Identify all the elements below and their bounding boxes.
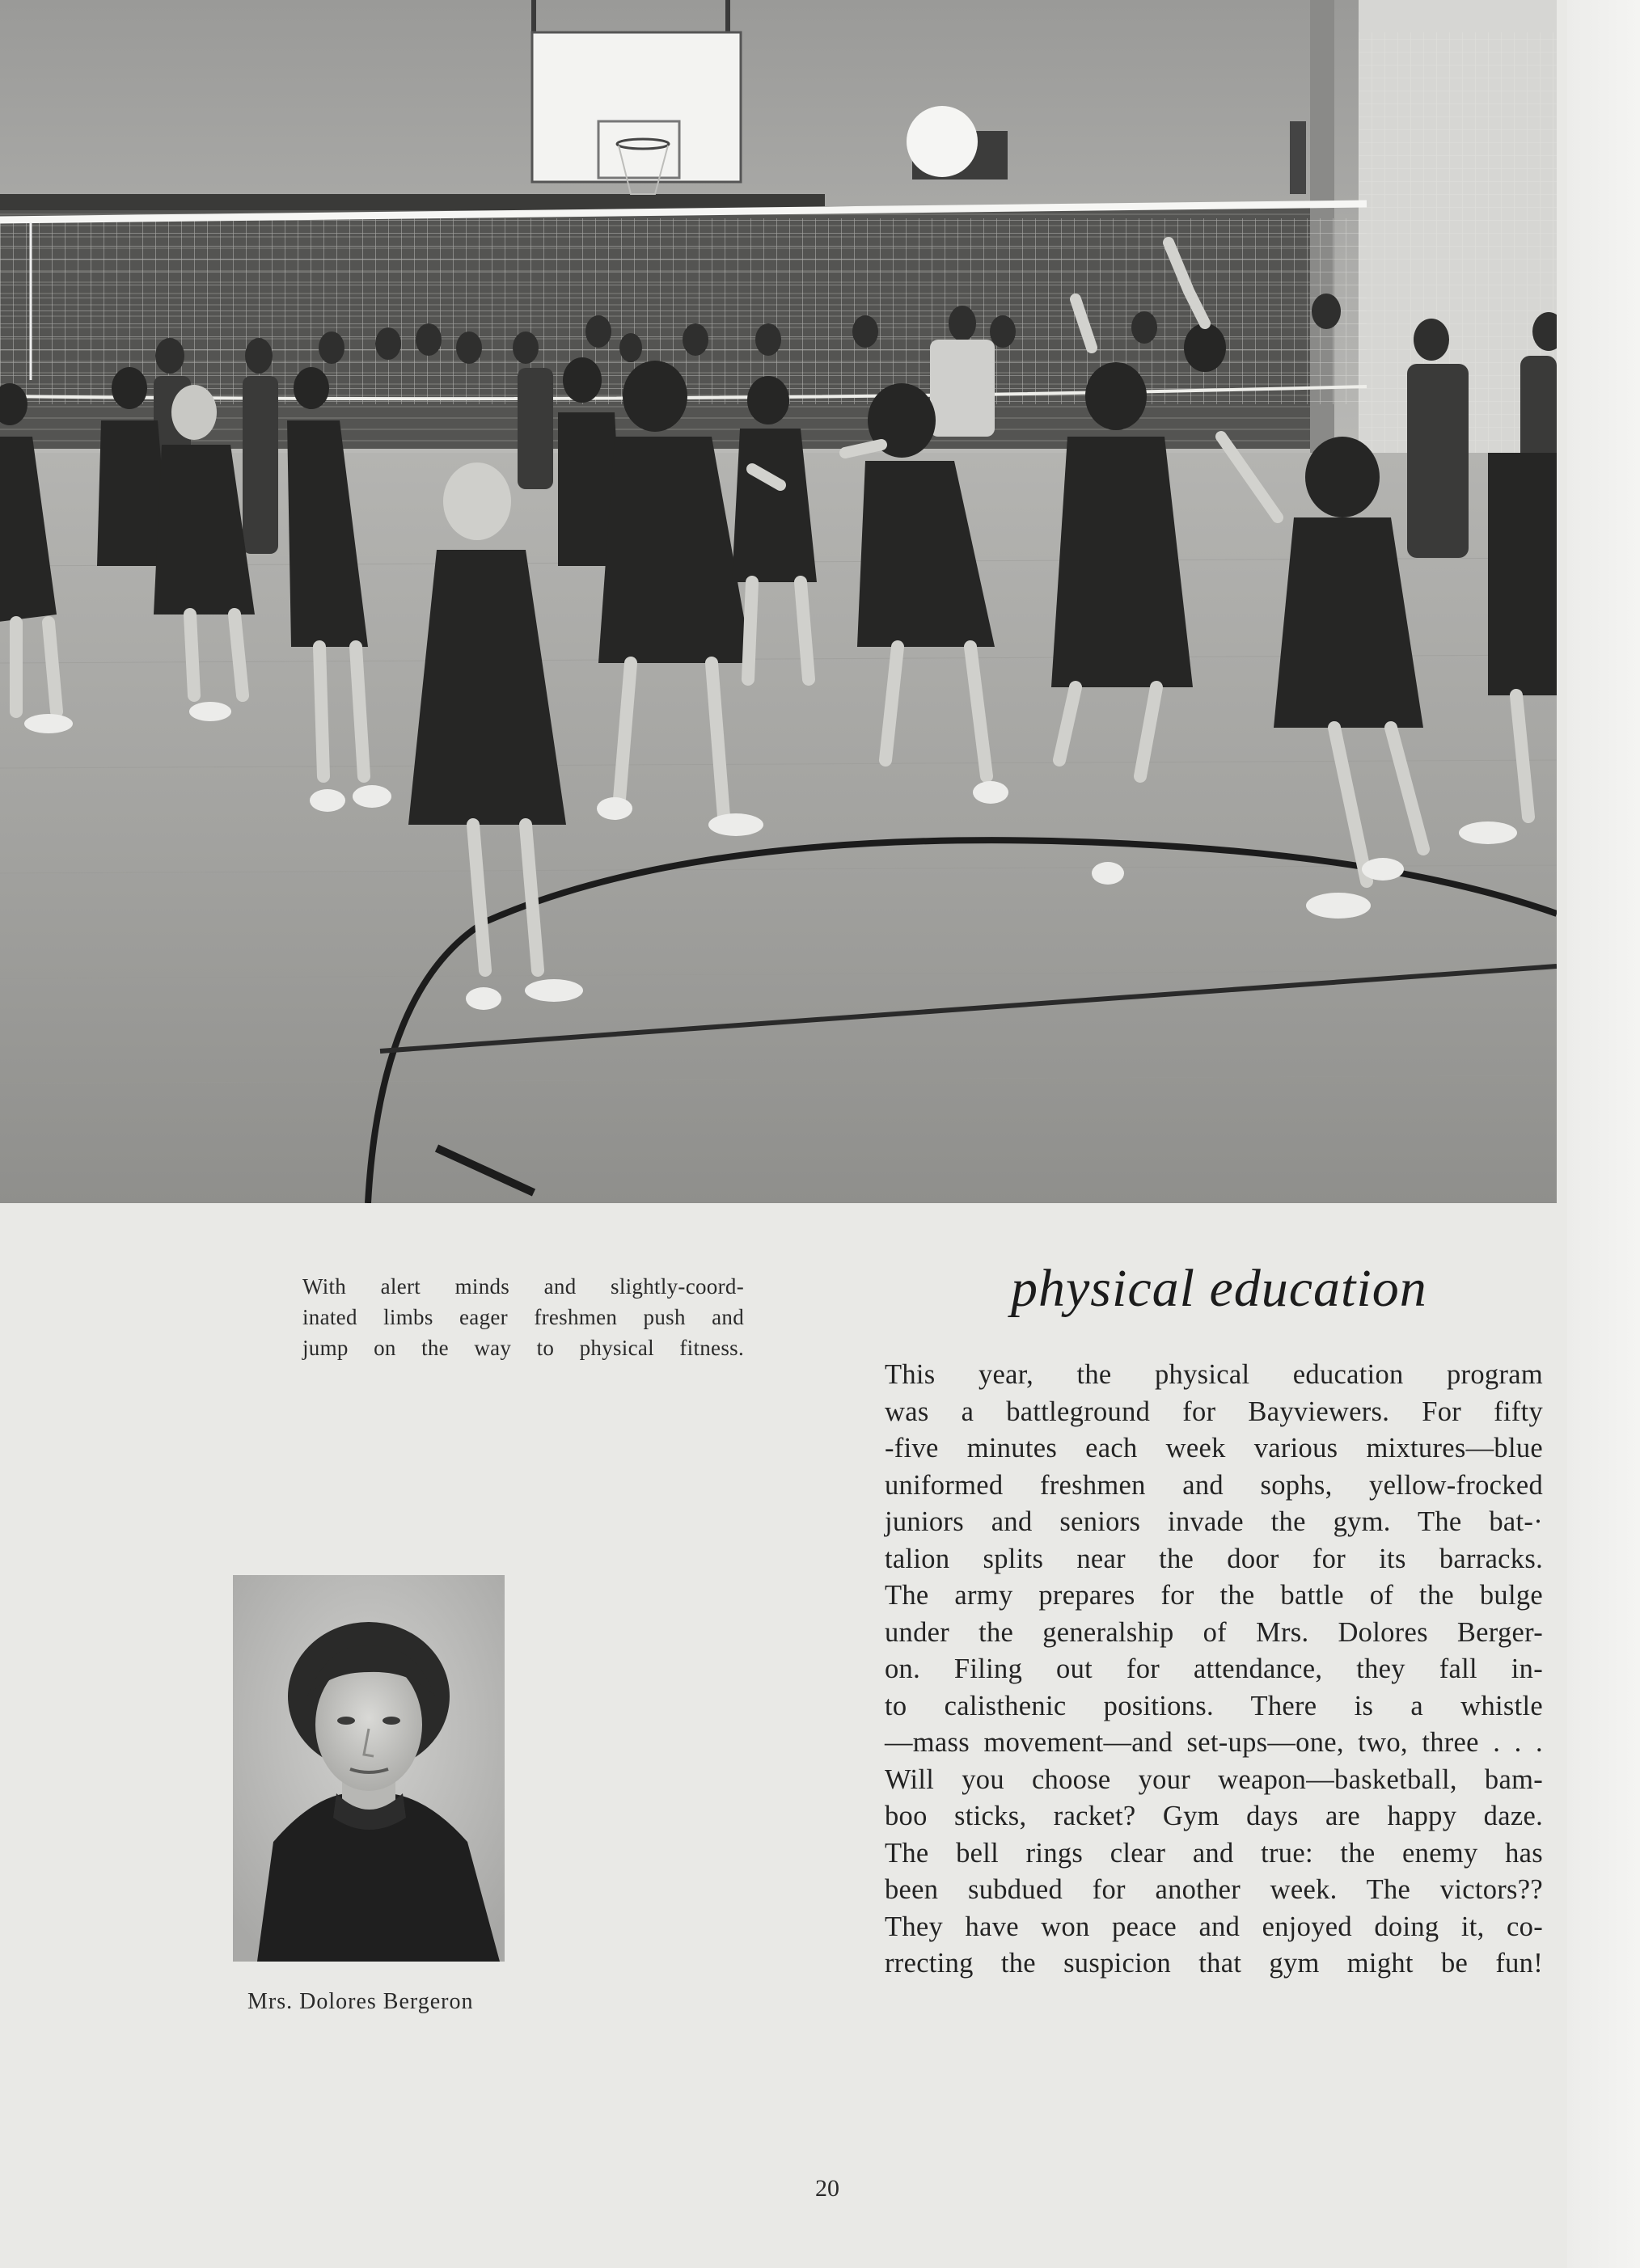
photo-caption-line: inated limbs eager freshmen push and — [302, 1305, 744, 1329]
article-body — [885, 1357, 1543, 1983]
body-line: They have won peace and enjoyed doing it, co- — [885, 1911, 1543, 1942]
body-line: This year, the physical education program — [885, 1359, 1543, 1390]
body-line: to calisthenic positions. There is a whistle — [885, 1690, 1543, 1721]
body-line: Will you choose your weapon—basketball, bam- — [885, 1763, 1543, 1795]
portrait-caption: Mrs. Dolores Bergeron — [247, 1989, 474, 2014]
body-line: talion splits near the door for its barracks. — [885, 1543, 1543, 1574]
body-line: uniformed freshmen and sophs, yellow-frocked — [885, 1469, 1543, 1501]
portrait-photo — [233, 1575, 505, 1962]
body-line: -five minutes each week various mixtures—blue — [885, 1433, 1543, 1463]
body-line: The bell rings clear and true: the enemy has — [885, 1837, 1543, 1869]
photo-caption-line: With alert minds and slightly-coord- — [302, 1274, 744, 1299]
page-number: 20 — [815, 2175, 839, 2202]
body-line: —mass movement—and set-ups—one, two, three . . . — [885, 1727, 1543, 1758]
body-line: been subdued for another week. The victors?? — [885, 1874, 1543, 1905]
body-line: The army prepares for the battle of the bulge — [885, 1580, 1543, 1611]
photo-caption — [302, 1271, 744, 1363]
body-line: was a battleground for Bayviewers. For fifty — [885, 1396, 1543, 1427]
body-line: boo sticks, racket? Gym days are happy daze. — [885, 1801, 1543, 1831]
body-line: under the generalship of Mrs. Dolores Berger- — [885, 1616, 1543, 1648]
body-line: on. Filing out for attendance, they fall in- — [885, 1653, 1543, 1684]
photo-caption-line: jump on the way to physical fitness. — [302, 1336, 744, 1360]
body-line: rrecting the suspicion that gym might be fun! — [885, 1948, 1543, 1979]
page-edge — [1567, 0, 1640, 2268]
body-line: juniors and seniors invade the gym. The bat-· — [885, 1506, 1543, 1537]
section-title: physical education — [1011, 1259, 1427, 1318]
